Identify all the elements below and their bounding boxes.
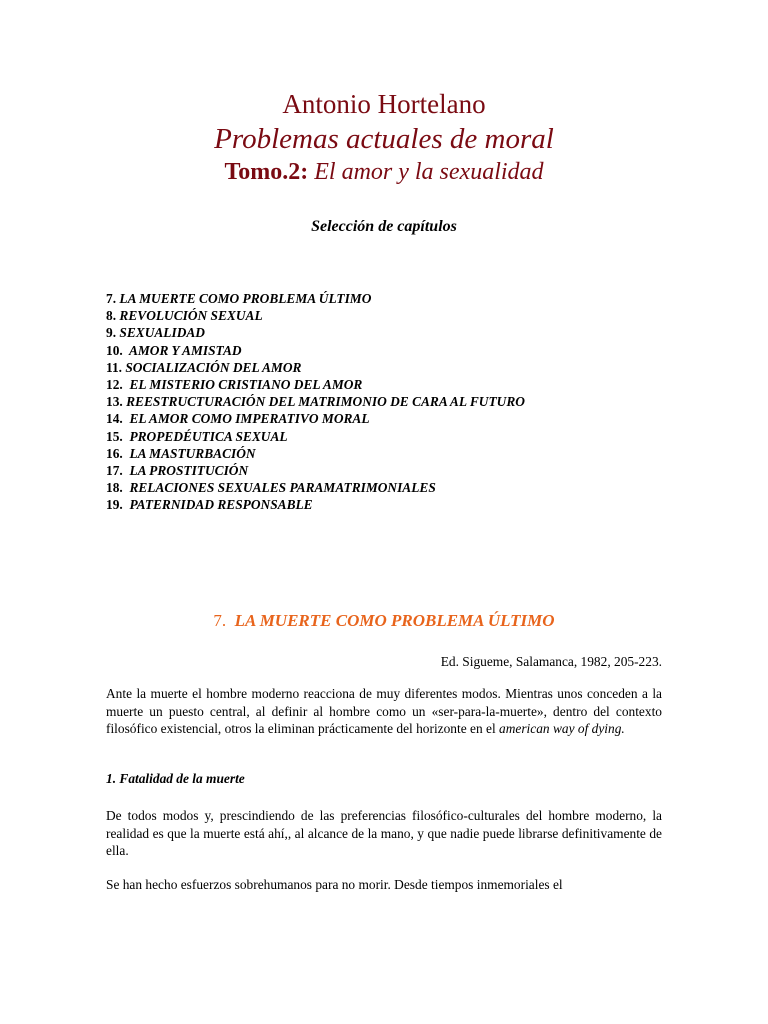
toc-item-title: LA PROSTITUCIÓN (122, 463, 249, 479)
toc-item-title: SOCIALIZACIÓN DEL AMOR (122, 359, 302, 375)
toc-item[interactable] (106, 290, 525, 307)
toc-item-number: 18. (106, 480, 123, 496)
toc-item-number: 15. (106, 428, 123, 444)
toc-item[interactable] (106, 307, 525, 324)
chapter-number: 7. (213, 611, 227, 630)
paragraph: De todos modos y, prescindiendo de las preferencias filosófico-culturales del hombre moderno, la realidad es que la muerte está ahí,, al alcance de la mano, y que nadie puede librarse definitivamente de ella. (106, 808, 662, 858)
toc-item-number: 12. (106, 377, 123, 393)
toc-item-title: LA MUERTE COMO PROBLEMA ÚLTIMO (116, 291, 372, 306)
toc-item-title: RELACIONES SEXUALES PARAMATRIMONIALES (122, 480, 436, 496)
toc-item-number: 17. (106, 463, 123, 479)
toc-item-number: 7. (106, 291, 117, 306)
toc-item-number: 19. (106, 497, 123, 513)
toc-item[interactable] (106, 324, 525, 341)
toc-item-number: 9. (106, 325, 117, 341)
paragraph-italic-phrase: american way of dying. (499, 721, 625, 736)
volume-title (0, 157, 768, 187)
paragraph-text: Ante la muerte el hombre moderno reacciona de muy diferentes modos. Mientras unos conceden a la muerte un puesto central, al definir al hombre como un «ser-para-la-muerte», dentro del contexto filosófico existencial, otros la eliminan prácticamente del horizonte en el (106, 686, 662, 736)
author-name: Antonio Hortelano (282, 89, 486, 119)
toc-item[interactable] (106, 410, 525, 427)
toc-item-title: EL AMOR COMO IMPERATIVO MORAL (122, 411, 370, 427)
toc-item-number: 16. (106, 445, 123, 461)
chapter-title: LA MUERTE COMO PROBLEMA ÚLTIMO (234, 611, 555, 630)
section-heading: 1. Fatalidad de la muerte (106, 771, 245, 786)
toc-item-title: REESTRUCTURACIÓN DEL MATRIMONIO DE CARA AL FUTURO (122, 394, 525, 410)
toc-item-title: EL MISTERIO CRISTIANO DEL AMOR (122, 377, 363, 393)
volume-subtitle: El amor y la sexualidad (314, 159, 544, 185)
toc-item-title: LA MASTURBACIÓN (122, 445, 256, 461)
chapter-heading (0, 610, 768, 632)
toc-item-title: SEXUALIDAD (116, 325, 205, 341)
paragraph: Se han hecho esfuerzos sobrehumanos para no morir. Desde tiempos inmemoriales el (106, 877, 563, 892)
volume-label: Tomo.2: (224, 159, 309, 185)
toc-item-number: 13. (106, 394, 123, 410)
toc-item[interactable] (106, 428, 525, 445)
toc-item[interactable] (106, 496, 525, 513)
paragraph (106, 685, 662, 738)
toc-item[interactable] (106, 479, 525, 496)
book-title: Problemas actuales de moral (214, 123, 554, 155)
toc-item-number: 11. (106, 359, 122, 375)
selection-heading: Selección de capítulos (311, 218, 457, 235)
toc-item-number: 14. (106, 411, 123, 427)
toc-item[interactable] (106, 359, 525, 376)
toc-item[interactable] (106, 445, 525, 462)
toc-item-number: 8. (106, 308, 117, 324)
edition-reference: Ed. Sigueme, Salamanca, 1982, 205-223. (440, 654, 662, 669)
toc-item-title: PROPEDÉUTICA SEXUAL (122, 428, 288, 444)
toc-item-number: 10. (106, 342, 123, 358)
toc-item[interactable] (106, 462, 525, 479)
toc-item-title: AMOR Y AMISTAD (122, 342, 242, 358)
toc-item[interactable] (106, 342, 525, 359)
toc-item[interactable] (106, 376, 525, 393)
toc-item[interactable] (106, 393, 525, 410)
toc-item-title: PATERNIDAD RESPONSABLE (122, 497, 313, 513)
toc-item-title: REVOLUCIÓN SEXUAL (116, 308, 263, 324)
table-of-contents (106, 290, 525, 514)
